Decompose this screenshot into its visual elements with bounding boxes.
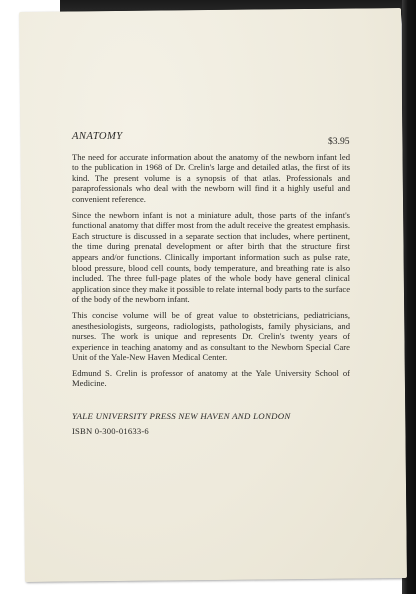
description-paragraph-3: This concise volume will be of great value to obstetricians, pediatricians, anesthesiologists, surgeons, radiologists, pathologists, family physicians, and nurses. The work is unique and represents Dr. Crelin's twenty years of experience in teaching anatomy and as consultant to the Newborn Special Care Unit of the Yale-New Haven Medical Center. — [72, 309, 350, 363]
cover-text-block — [72, 132, 350, 436]
cover-heading: ANATOMY — [72, 131, 123, 142]
author-bio-paragraph: Edmund S. Crelin is professor of anatomy at the Yale University School of Medicine. — [72, 367, 350, 389]
price-label: $3.95 — [328, 136, 350, 147]
publisher-line: YALE UNIVERSITY PRESS NEW HAVEN AND LONDON — [72, 411, 291, 422]
description-paragraph-2: Since the newborn infant is not a miniature adult, those parts of the infant's functional anatomy that differ most from the adult receive the greatest emphasis. Each structure is discussed in a separate section that includes, where pertinent, the time during prenatal development or after birth that the structure first appears and/or functions. Clinically important information such as pulse rate, blood pressure, blood cell counts, body temperature, and breathing rate is also included. The three full-page plates of the whole body have general clinical application since they make it possible to relate internal body parts to the surface of the body of the newborn infant. — [72, 209, 351, 305]
isbn-line: ISBN 0-300-01633-6 — [72, 425, 149, 436]
description-paragraph-1: The need for accurate information about the anatomy of the newborn infant led to the publication in 1968 of Dr. Crelin's large and detailed atlas, the first of its kind. The present volume is a synopsis of that atlas. Professionals and paraprofessionals who deal with the newborn will find it a highly useful and convenient reference. — [72, 151, 350, 204]
